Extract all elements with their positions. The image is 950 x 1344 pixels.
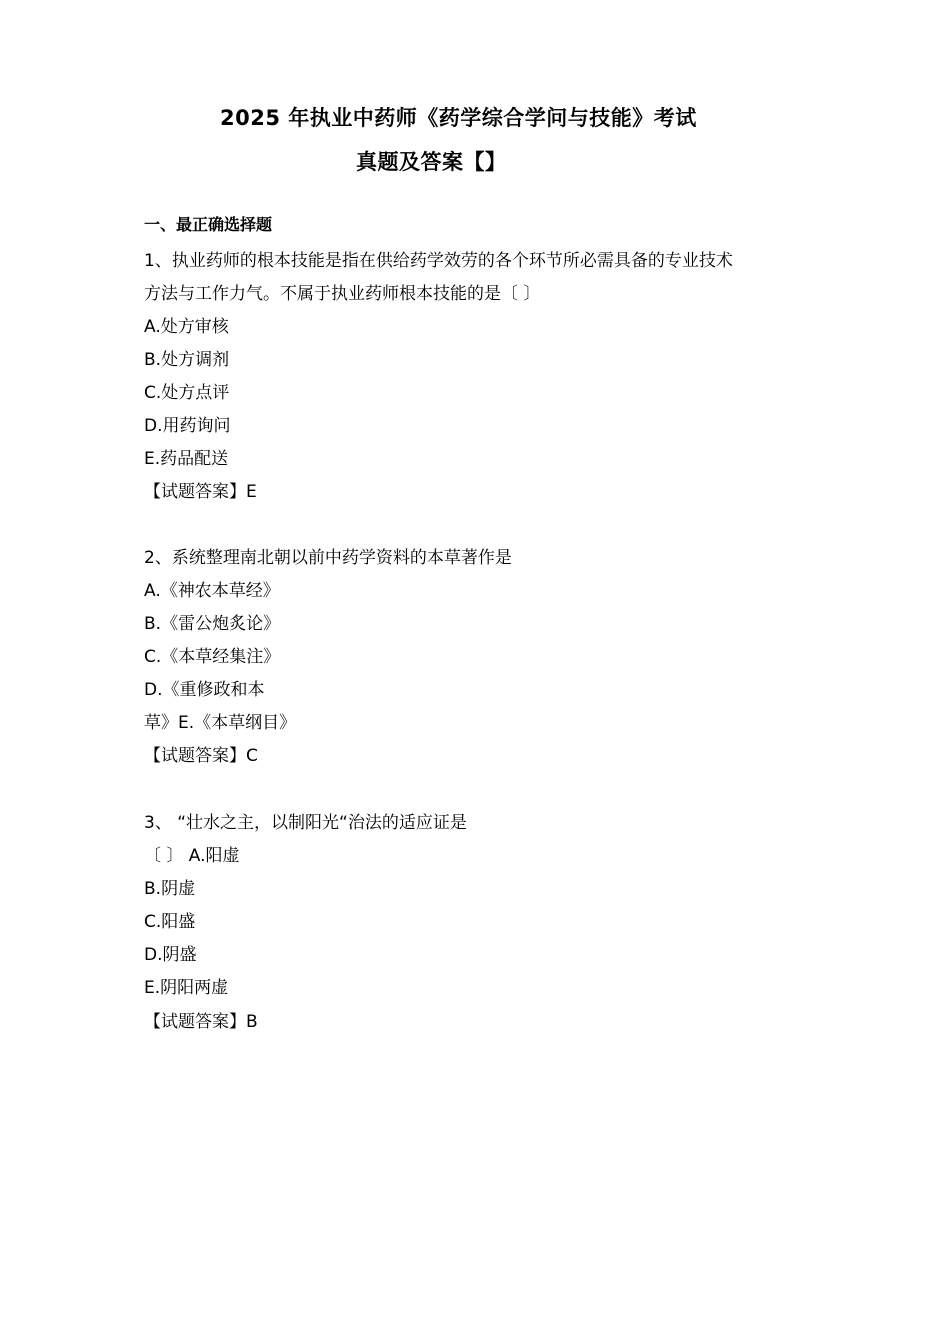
question-2-option-d: D.《重修政和本	[144, 680, 265, 700]
question-1-option-c: C.处方点评	[144, 383, 230, 403]
question-1-answer: 【试题答案】E	[144, 482, 257, 502]
question-1-stem-line-1: 1、执业药师的根本技能是指在供给药学效劳的各个环节所必需具备的专业技术	[144, 251, 733, 271]
question-1-stem-line-2: 方法与工作力气。不属于执业药师根本技能的是〔 〕	[144, 284, 541, 304]
document-title-line-2: 真题及答案【】	[356, 150, 507, 174]
question-1-option-a: A.处方审核	[144, 317, 229, 337]
question-2-answer: 【试题答案】C	[144, 746, 258, 766]
question-1-option-b: B.处方调剂	[144, 350, 230, 370]
question-2-option-e: 草》E.《本草纲目》	[144, 713, 297, 733]
question-1-option-e: E.药品配送	[144, 449, 229, 469]
document-title-line-1: 2025 年执业中药师《药学综合学问与技能》考试	[220, 106, 697, 130]
question-2-stem-line-1: 2、系统整理南北朝以前中药学资料的本草著作是	[144, 548, 512, 568]
question-2-option-b: B.《雷公炮炙论》	[144, 614, 281, 634]
question-2-option-a: A.《神农本草经》	[144, 581, 280, 601]
question-3-answer: 【试题答案】B	[144, 1012, 258, 1032]
question-3-option-a: 〔 〕 A.阳虚	[144, 846, 240, 866]
section-heading: 一、最正确选择题	[144, 215, 273, 234]
question-2-option-c: C.《本草经集注》	[144, 647, 281, 667]
question-3-option-d: D.阴盛	[144, 945, 197, 965]
question-1-option-d: D.用药询问	[144, 416, 231, 436]
question-3-option-c: C.阳盛	[144, 912, 196, 932]
question-3-option-b: B.阴虚	[144, 879, 196, 899]
question-3-option-e: E.阴阳两虚	[144, 978, 229, 998]
question-3-stem-line-1: 3、 “壮水之主，以制阳光“治法的适应证是	[144, 813, 467, 833]
